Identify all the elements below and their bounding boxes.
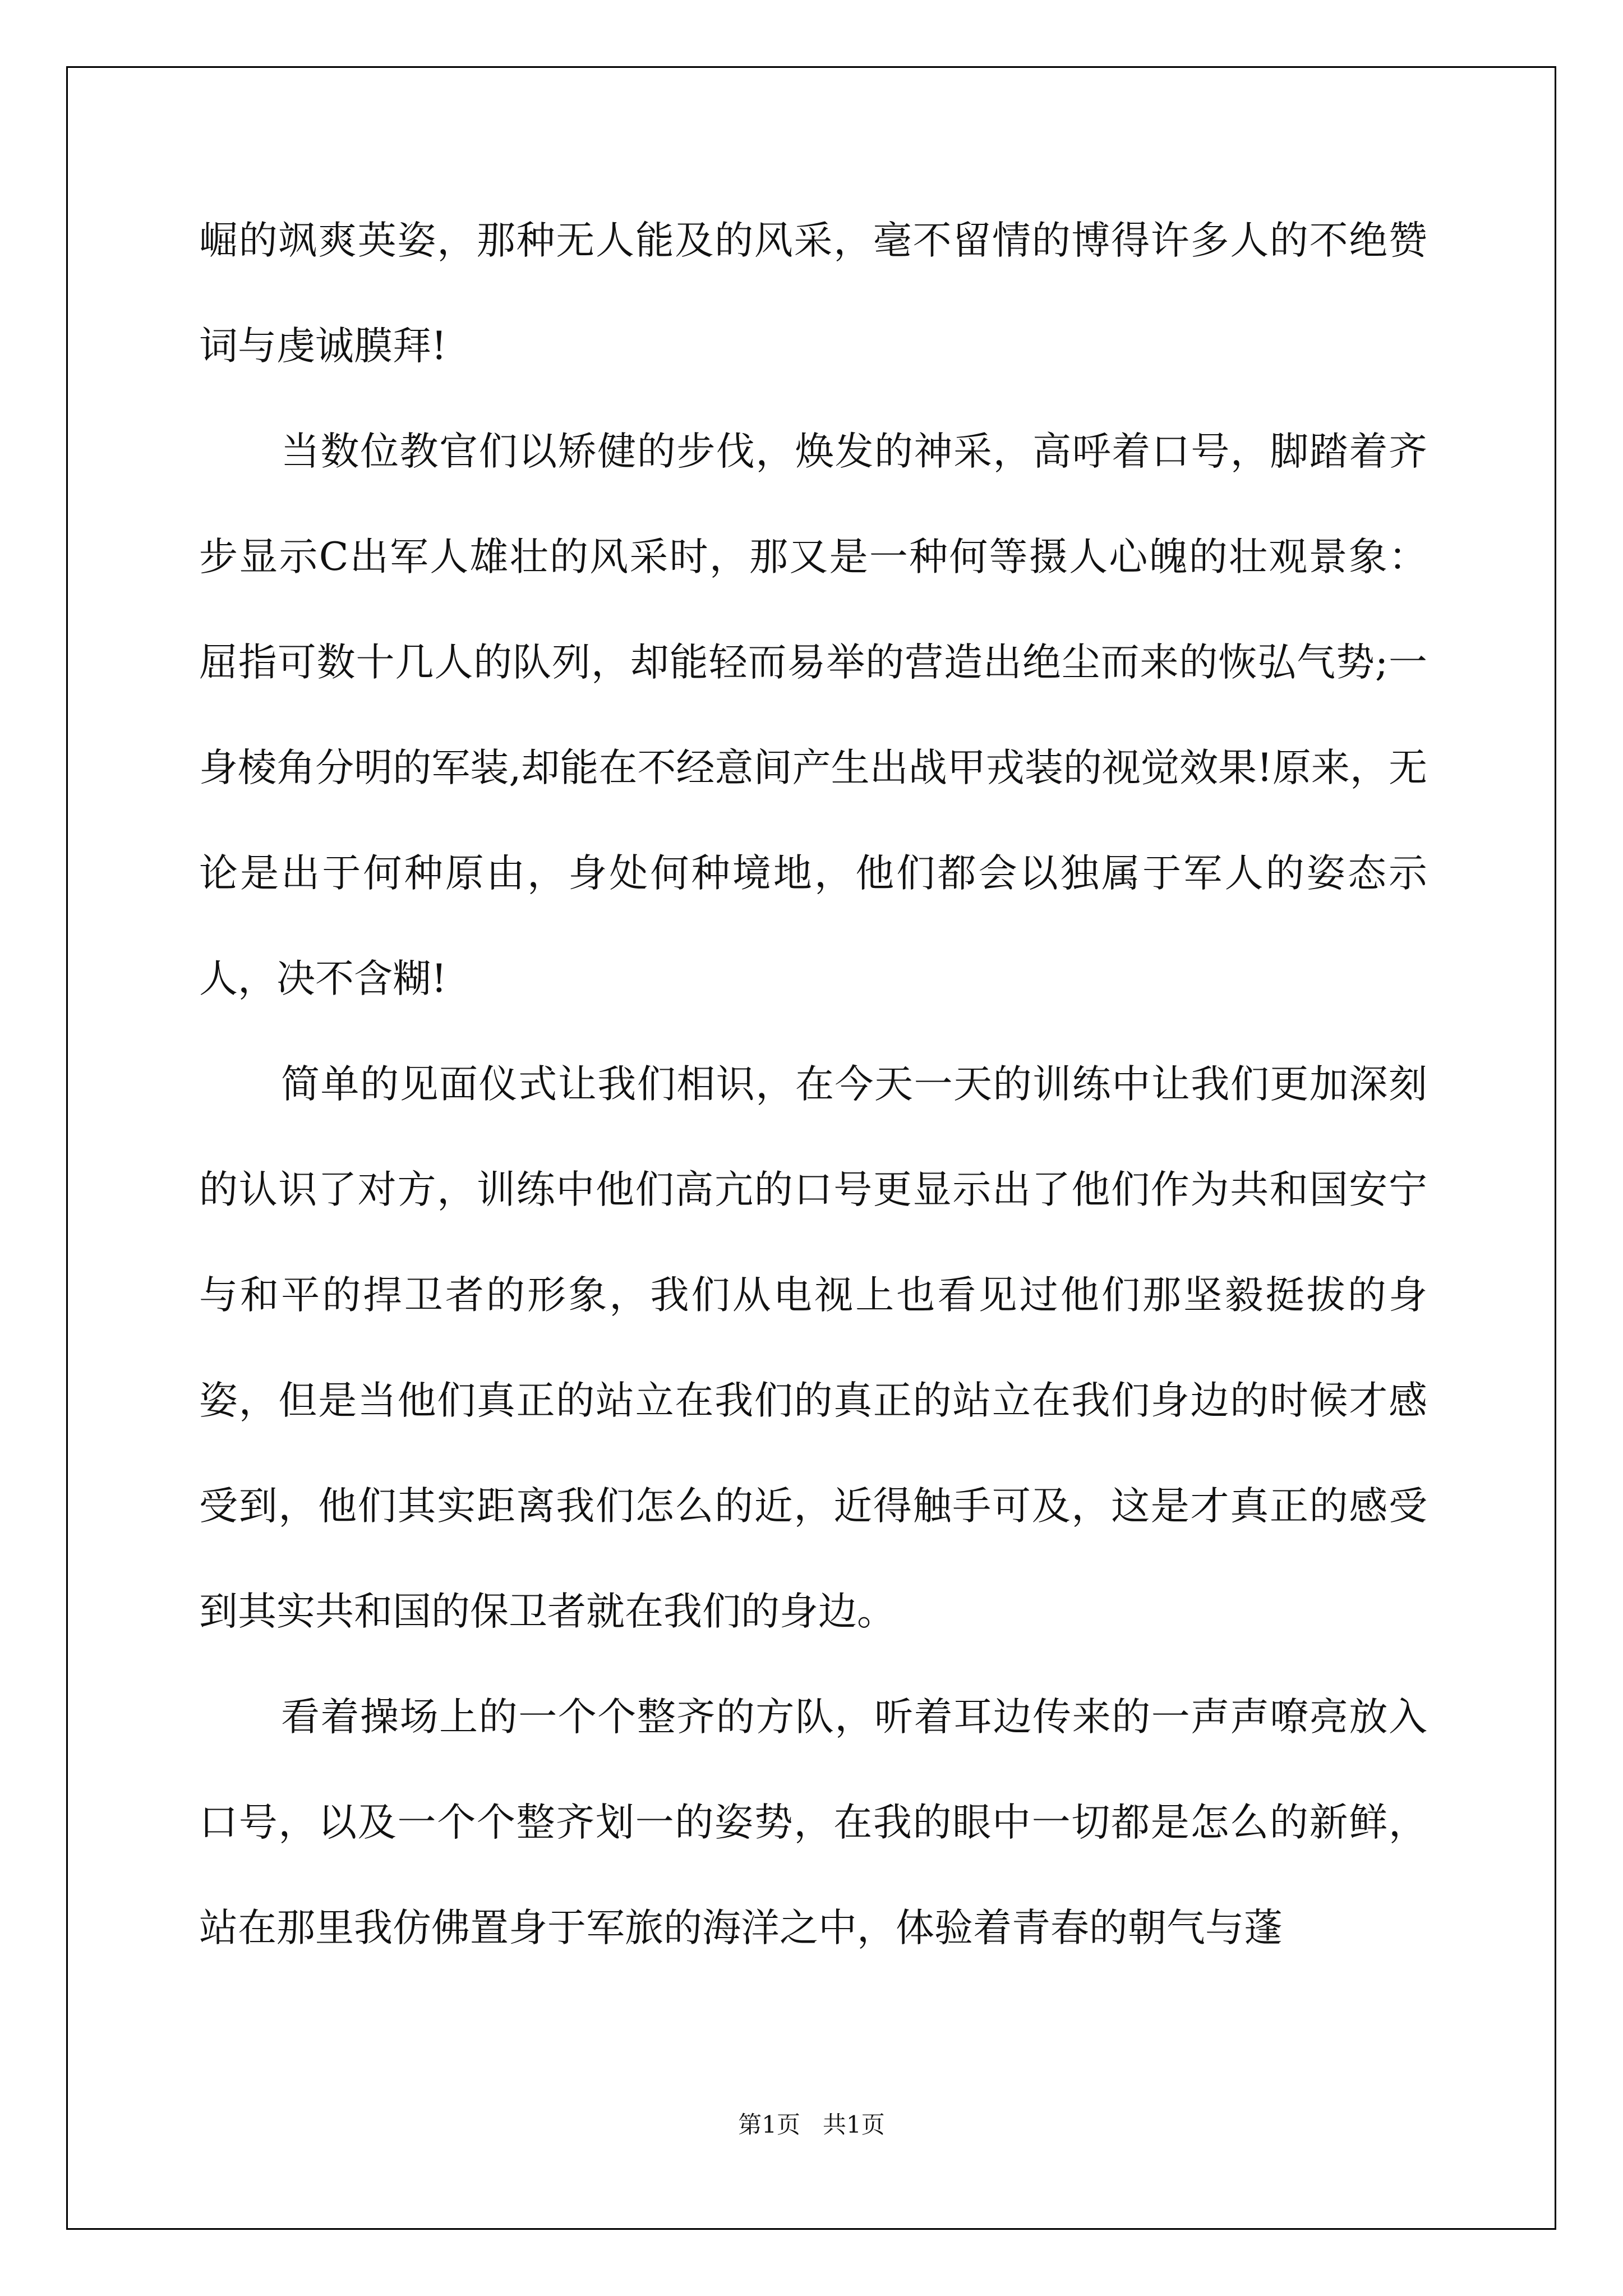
paragraph-4: 看着操场上的一个个整齐的方队，听着耳边传来的一声声嘹亮放入口号，以及一个个整齐划一的姿势，在我的眼中一切都是怎么的新鲜，站在那里我仿佛置身于军旅的海洋之中，体验着青春的朝气与蓬 <box>199 1695 1427 1950</box>
paragraph-3: 简单的见面仪式让我们相识，在今天一天的训练中让我们更加深刻的认识了对方，训练中他们高亢的口号更显示出了他们作为共和国安宁与和平的捍卫者的形象，我们从电视上也看见过他们那坚毅挺拔的身姿，但是当他们真正的站立在我们的真正的站立在我们身边的时候才感受到，他们其实距离我们怎么的近，近得触手可及，这是才真正的感受到其实共和国的保卫者就在我们的身边。 <box>199 1062 1427 1634</box>
paragraph-1: 崛的飒爽英姿，那种无人能及的风采，毫不留情的博得许多人的不绝赞词与虔诚膜拜! <box>199 218 1427 369</box>
paragraph-2: 当数位教官们以矫健的步伐，焕发的神采，高呼着口号，脚踏着齐步显示C出军人雄壮的风采时，那又是一种何等摄人心魄的壮观景象：屈指可数十几人的队列，却能轻而易举的营造出绝尘而来的恢弘气势;一身棱角分明的军装,却能在不经意间产生出战甲戎装的视觉效果!原来，无论是出于何种原由，身处何种境地，他们都会以独属于军人的姿态示人，决不含糊! <box>199 429 1427 1001</box>
page-number-footer: 第1页 共1页 <box>738 2111 885 2138</box>
document-body <box>199 188 1427 1981</box>
